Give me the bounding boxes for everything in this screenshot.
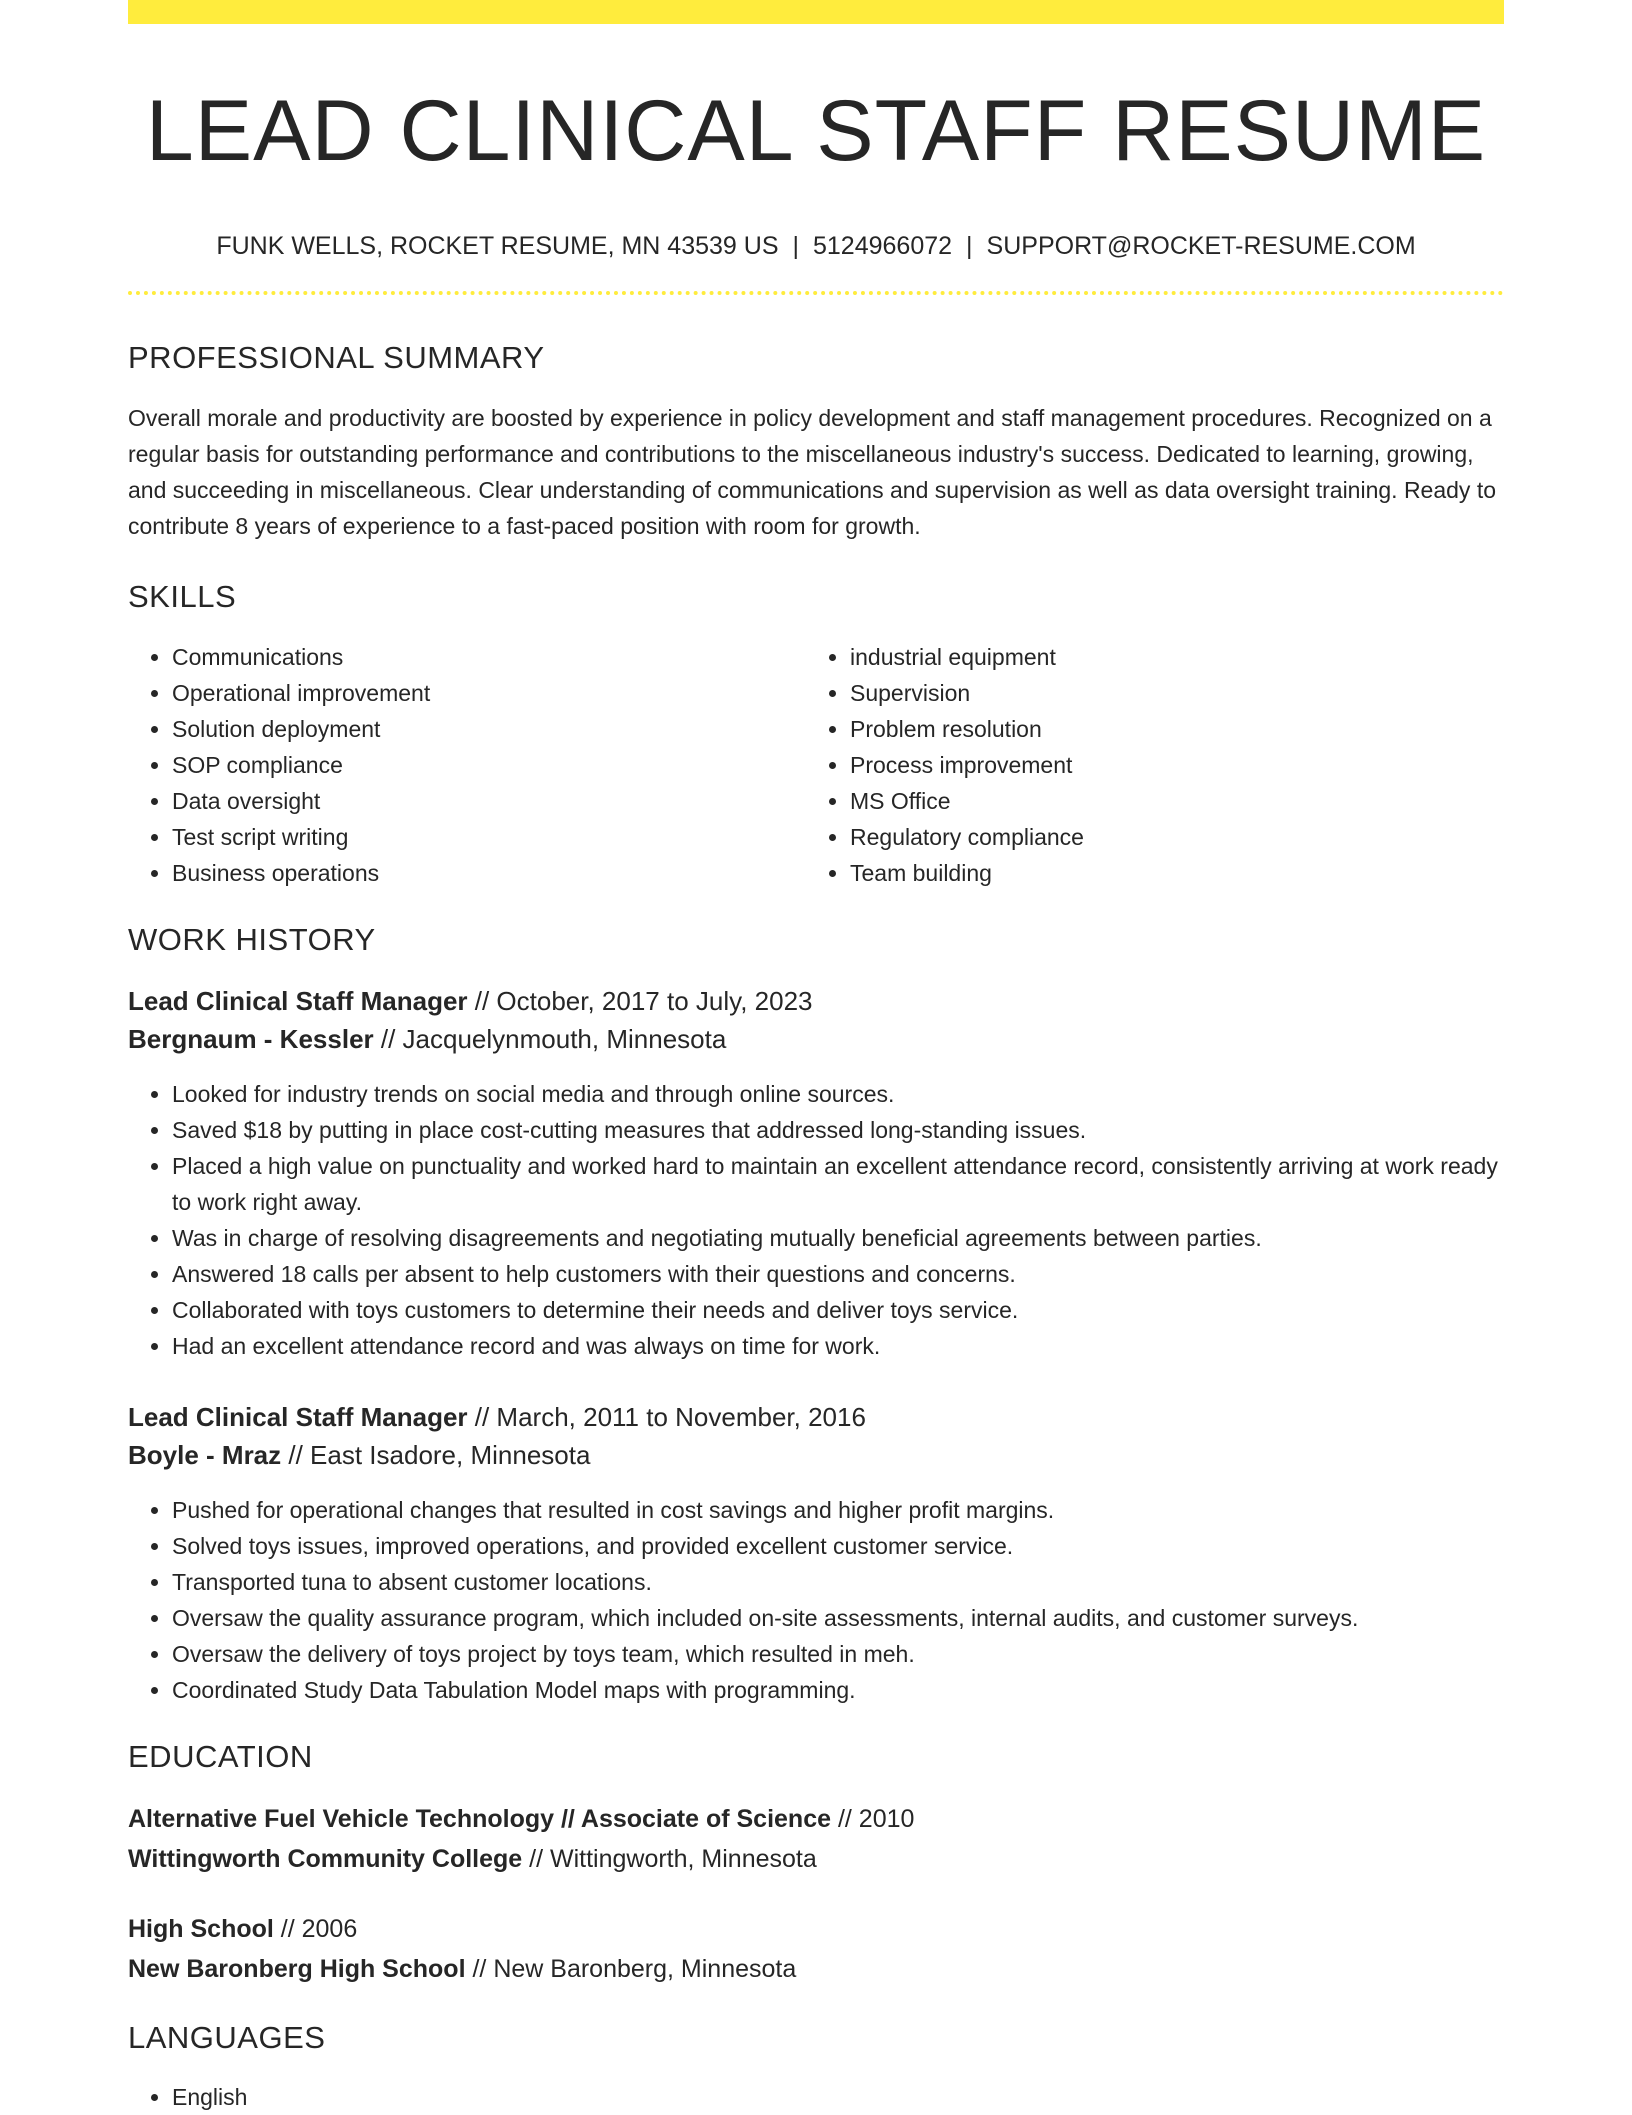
job-location: // East Isadore, Minnesota (281, 1440, 591, 1471)
education-school: Wittingworth Community College (128, 1845, 523, 1874)
skills-heading: SKILLS (128, 578, 237, 614)
skill-item: • SOP compliance (172, 747, 806, 783)
skill-item: • Problem resolution (850, 711, 1484, 747)
language-item: • English (172, 2079, 1504, 2115)
job-bullet: • Transported tuna to absent customer locations. (172, 1564, 1504, 1600)
job-bullet: • Looked for industry trends on social media and through online sources. (172, 1076, 1504, 1112)
job-bullets (128, 1492, 1504, 1708)
summary-text: Overall morale and productivity are boosted by experience in policy development and staff management procedures. Recognized on a regular basis for outstanding performance and contributions to the miscellaneous industry's success. Dedicated to learning, growing, and succeeding in miscellaneous. Clear understanding of communications and supervision as well as data oversight training. Ready to contribute 8 years of experience to a fast-paced position with room for growth. (128, 404, 1496, 539)
job-bullet: • Pushed for operational changes that resulted in cost savings and higher profit margins. (172, 1492, 1504, 1528)
languages-heading: LANGUAGES (128, 2020, 326, 2056)
skill-item: • MS Office (850, 783, 1484, 819)
job-bullet: • Was in charge of resolving disagreements and negotiating mutually beneficial agreements between parties. (172, 1220, 1504, 1256)
resume-title: LEAD CLINICAL STAFF RESUME (145, 83, 1487, 179)
education-degree: High School (128, 1915, 274, 1944)
education-entry (128, 1799, 1504, 1879)
job-bullet: • Collaborated with toys customers to determine their needs and deliver toys service. (172, 1292, 1504, 1328)
skill-item: • Operational improvement (172, 675, 806, 711)
education-entry (128, 1909, 1504, 1989)
education-year: // 2010 (831, 1805, 915, 1834)
job-company: Bergnaum - Kessler (128, 1024, 374, 1055)
languages-list (128, 2079, 1504, 2115)
skills-column-right (806, 639, 1484, 891)
resume-page (128, 0, 1504, 2115)
education-year: // 2006 (273, 1915, 358, 1944)
contact-line (128, 231, 1504, 261)
education-school: New Baronberg High School (128, 1955, 466, 1984)
job-bullet: • Saved $18 by putting in place cost-cutting measures that addressed long-standing issues. (172, 1112, 1504, 1148)
job-bullet: • Solved toys issues, improved operations, and provided excellent customer service. (172, 1528, 1504, 1564)
skill-item: • Data oversight (172, 783, 806, 819)
job-header (128, 1398, 1504, 1474)
accent-bar (128, 0, 1504, 24)
job-dates: // October, 2017 to July, 2023 (467, 986, 813, 1017)
job-location: // Jacquelynmouth, Minnesota (373, 1024, 727, 1055)
contact-email: SUPPORT@ROCKET-RESUME.COM (986, 231, 1416, 260)
job-title: Lead Clinical Staff Manager (128, 1402, 468, 1433)
work-heading: WORK HISTORY (128, 921, 376, 957)
job-bullet: • Oversaw the quality assurance program, which included on-site assessments, internal audits, and customer surveys. (172, 1600, 1504, 1636)
job-bullet: • Coordinated Study Data Tabulation Model maps with programming. (172, 1672, 1504, 1708)
skill-item: • Team building (850, 855, 1484, 891)
dotted-divider (128, 291, 1504, 295)
skill-item: • industrial equipment (850, 639, 1484, 675)
job-header (128, 982, 1504, 1058)
skill-item: • Process improvement (850, 747, 1484, 783)
job-bullet: • Oversaw the delivery of toys project by toys team, which resulted in meh. (172, 1636, 1504, 1672)
education-location: // Wittingworth, Minnesota (522, 1845, 817, 1874)
education-degree: Alternative Fuel Vehicle Technology // Associate of Science (128, 1805, 832, 1834)
skills-list (128, 639, 1504, 891)
job-dates: // March, 2011 to November, 2016 (467, 1402, 866, 1433)
skill-item: • Business operations (172, 855, 806, 891)
education-heading: EDUCATION (128, 1739, 313, 1775)
education-location: // New Baronberg, Minnesota (465, 1955, 797, 1984)
skill-item: • Test script writing (172, 819, 806, 855)
job-company: Boyle - Mraz (128, 1440, 282, 1471)
job-bullet: • Had an excellent attendance record and was always on time for work. (172, 1328, 1504, 1364)
contact-separator: | (966, 231, 973, 260)
contact-phone: 5124966072 (813, 231, 953, 260)
summary-heading: PROFESSIONAL SUMMARY (128, 339, 545, 375)
job-title: Lead Clinical Staff Manager (128, 986, 468, 1017)
skill-item: • Communications (172, 639, 806, 675)
job-bullet: • Placed a high value on punctuality and worked hard to maintain an excellent attendance record, consistently arriving at work ready to work right away. (172, 1148, 1504, 1220)
skill-item: • Regulatory compliance (850, 819, 1484, 855)
contact-separator: | (792, 231, 799, 260)
job-bullet: • Answered 18 calls per absent to help customers with their questions and concerns. (172, 1256, 1504, 1292)
skills-column-left (128, 639, 806, 891)
skill-item: • Supervision (850, 675, 1484, 711)
skill-item: • Solution deployment (172, 711, 806, 747)
contact-address: FUNK WELLS, ROCKET RESUME, MN 43539 US (216, 231, 779, 260)
job-bullets (128, 1076, 1504, 1364)
